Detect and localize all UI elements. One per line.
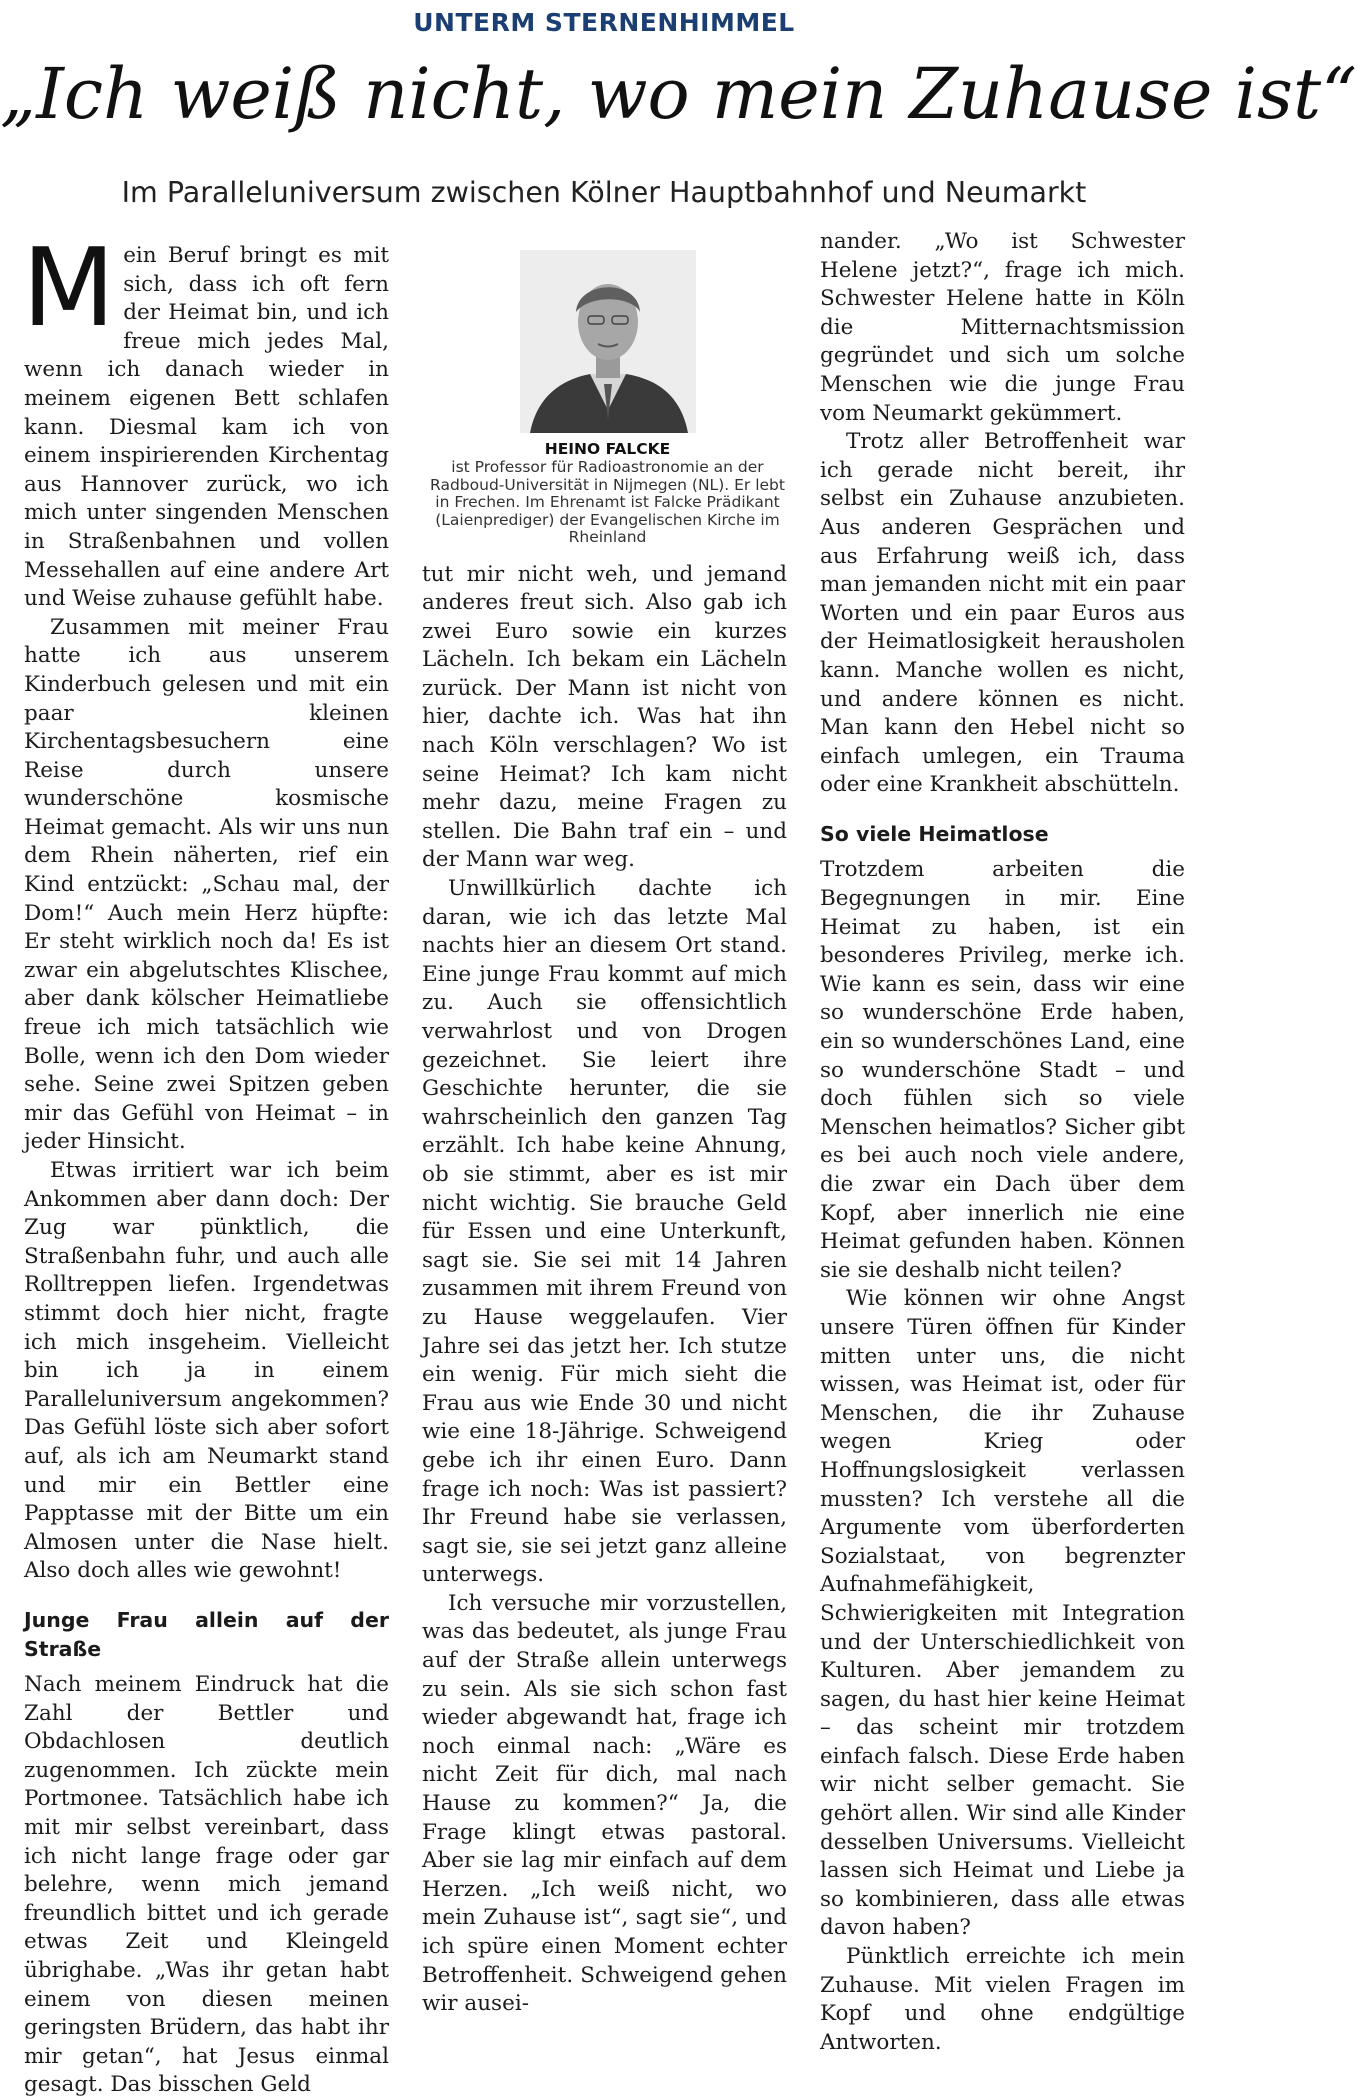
paragraph-text: ein Beruf bringt es mit sich, dass ich oft fern der Heimat bin, und ich freue mich jedes Mal, wenn ich danach wieder in meinem eigenen Bett schlafen kann. Diesmal kam ich von einem inspirierenden Kirchentag aus Hannover zurück, wo ich mich unter singenden Menschen in Straßenbahnen und vollen Messehallen auf eine andere Art und Weise zuhause gefühlt habe. <box>24 243 389 612</box>
paragraph: nander. „Wo ist Schwester Helene jetzt?“, frage ich mich. Schwester Helene hatte in Köln die Mitternachtsmission gegründet und sich um solche Menschen wie die junge Frau vom Neumarkt gekümmert. <box>820 229 1185 426</box>
article-column-2 <box>422 240 787 2019</box>
paragraph <box>22 226 389 614</box>
paragraph: tut mir nicht weh, und jemand anderes freut sich. Also gab ich zwei Euro sowie ein kurzes Lächeln. Ich bekam ein Lächeln zurück. Der Mann ist nicht von hier, dachte ich. Was hat ihn nach Köln verschlagen? Wo ist seine Heimat? Ich kam nicht mehr dazu, meine Fragen zu stellen. Die Bahn traf ein – und der Mann war weg. <box>422 561 787 873</box>
author-box <box>422 250 787 547</box>
subheading: Junge Frau allein auf der Straße <box>24 1607 389 1661</box>
paragraph: Trotz aller Betroffenheit war ich gerade nicht bereit, ihr selbst ein Zuhause anzubieten. Aus anderen Gesprächen und aus Erfahrung weiß ich, dass man jemanden nicht mit ein paar Worten und ein paar Euros aus der Heimatlosigkeit herausholen kann. Manche wollen es nicht, und andere können es nicht. Man kann den Hebel nicht so einfach umlegen, ein Trauma oder eine Krankheit abschütteln. <box>820 429 1185 798</box>
author-portrait <box>520 250 696 433</box>
subline: Im Paralleluniversum zwischen Kölner Hauptbahnhof und Neumarkt <box>121 176 1087 209</box>
paragraph: Etwas irritiert war ich beim Ankommen aber dann doch: Der Zug war pünktlich, die Straßenbahn fuhr, und auch alle Rolltreppen liefen. Irgendetwas stimmt doch hier nicht, fragte ich mich insgeheim. Vielleicht bin ich ja in einem Paralleluniversum angekommen? Das Gefühl löste sich aber sofort auf, als ich am Neumarkt stand und mir ein Bettler eine Papptasse mit der Bitte um ein Almosen unter die Nase hielt. Also doch alles wie gewohnt! <box>24 1158 389 1584</box>
paragraph: Unwillkürlich dachte ich daran, wie ich das letzte Mal nachts hier an diesem Ort stand. Eine junge Frau kommt auf mich zu. Auch sie offensichtlich verwahrlost und von Drogen gezeichnet. Sie leiert ihre Geschichte herunter, die sie wahrscheinlich den ganzen Tag erzählt. Ich habe keine Ahnung, ob sie stimmt, aber es ist mir nicht wichtig. Sie brauche Geld für Essen und eine Unterkunft, sagt sie. Sie sei mit 14 Jahren zusammen mit ihrem Freund von zu Hause weggelaufen. Vier Jahre sei das jetzt her. Ich stutze ein wenig. Für mich sieht die Frau aus wie Ende 30 und nicht wie eine 18-Jährige. Schweigend gebe ich ihr einen Euro. Dann frage ich noch: Was ist passiert? Ihr Freund habe sie verlassen, sagt sie, sie sei jetzt ganz alleine unterwegs. <box>422 876 787 1588</box>
paragraph: Nach meinem Eindruck hat die Zahl der Bettler und Obdachlosen deutlich zugenommen. Ich zückte mein Portmonee. Tatsächlich habe ich mit mir selbst vereinbart, dass ich nicht lange frage oder gar belehre, wenn mich jemand freundlich bittet und ich gerade etwas Zeit und Kleingeld übrighabe. „Was ihr getan habt einem von diesen meinen geringsten Brüdern, das habt ihr mir getan“, hat Jesus einmal gesagt. Das bisschen Geld <box>24 1672 389 2098</box>
paragraph: Ich versuche mir vorzustellen, was das bedeutet, als junge Frau auf der Straße allein unterwegs zu sein. Als sie sich schon fast wieder abgewandt hat, frage ich noch einmal nach: „Wäre es nicht Zeit für dich, mal nach Hause zu kommen?“ Ja, die Frage klingt etwas pastoral. Aber sie lag mir einfach auf dem Herzen. „Ich weiß nicht, wo mein Zuhause ist“, sagt sie“, und ich spüre einen Moment echter Betroffenheit. Schweigend gehen wir ausei- <box>422 1590 787 2017</box>
author-name: HEINO FALCKE <box>544 440 671 458</box>
dropcap: M <box>22 226 116 351</box>
headline: „Ich weiß nicht, wo mein Zuhause ist“ <box>0 53 1357 135</box>
paragraph: Wie können wir ohne Angst unsere Türen öffnen für Kinder mitten unter uns, die nicht wissen, was Heimat ist, oder für Menschen, die ihr Zuhause wegen Krieg oder Hoffnungslosigkeit verlassen mussten? Ich verstehe all die Argumente vom überforderten Sozialstaat, von begrenzter Aufnahmefähigkeit, Schwierigkeiten mit Integration und der Unterschiedlichkeit von Kulturen. Aber jemandem zu sagen, du hast hier keine Heimat – das scheint mir trotzdem einfach falsch. Diese Erde haben wir nicht selber gemacht. Sie gehört allen. Wir sind alle Kinder desselben Universums. Vielleicht lassen sich Heimat und Liebe ja so kombinieren, dass alle etwas davon haben? <box>820 1286 1185 1941</box>
kicker: UNTERM STERNENHIMMEL <box>413 8 795 37</box>
article-column-3 <box>820 228 1185 2057</box>
author-bio: ist Professor für Radioastronomie an der Radboud-Universität in Nijmegen (NL). Er lebt in Frechen. Im Ehrenamt ist Falcke Prädikant (Laienprediger) der Evangelischen Kirche im Rheinland <box>430 458 785 546</box>
article-column-1 <box>22 226 389 2100</box>
paragraph: Trotzdem arbeiten die Begegnungen in mir. Eine Heimat zu haben, ist ein besonderes Privileg, merke ich. Wie kann es sein, dass wir eine so wunderschöne Erde haben, ein so wunderschönes Land, eine so wunderschöne Stadt – und doch fühlen sich so viele Menschen heimatlos? Sicher gibt es bei auch noch viele andere, die zwar ein Dach über dem Kopf, aber innerlich nie eine Heimat gefunden haben. Können sie sie deshalb nicht teilen? <box>820 857 1185 1283</box>
paragraph: Pünktlich erreichte ich mein Zuhause. Mit vielen Fragen im Kopf und ohne endgültige Antworten. <box>820 1944 1185 2055</box>
paragraph: Zusammen mit meiner Frau hatte ich aus unserem Kinderbuch gelesen und mit ein paar kleinen Kirchentagsbesuchern eine Reise durch unsere wunderschöne kosmische Heimat gemacht. Als wir uns nun dem Rhein näherten, rief ein Kind entzückt: „Schau mal, der Dom!“ Auch mein Herz hüpfte: Er steht wirklich noch da! Es ist zwar ein abgelutschtes Klischee, aber dank kölscher Heimatliebe freue ich mich tatsächlich wie Bolle, wenn ich den Dom wieder sehe. Seine zwei Spitzen geben mir das Gefühl von Heimat – in jeder Hinsicht. <box>24 614 389 1155</box>
subheading: So viele Heimatlose <box>820 821 1049 846</box>
portrait-image <box>520 250 696 433</box>
